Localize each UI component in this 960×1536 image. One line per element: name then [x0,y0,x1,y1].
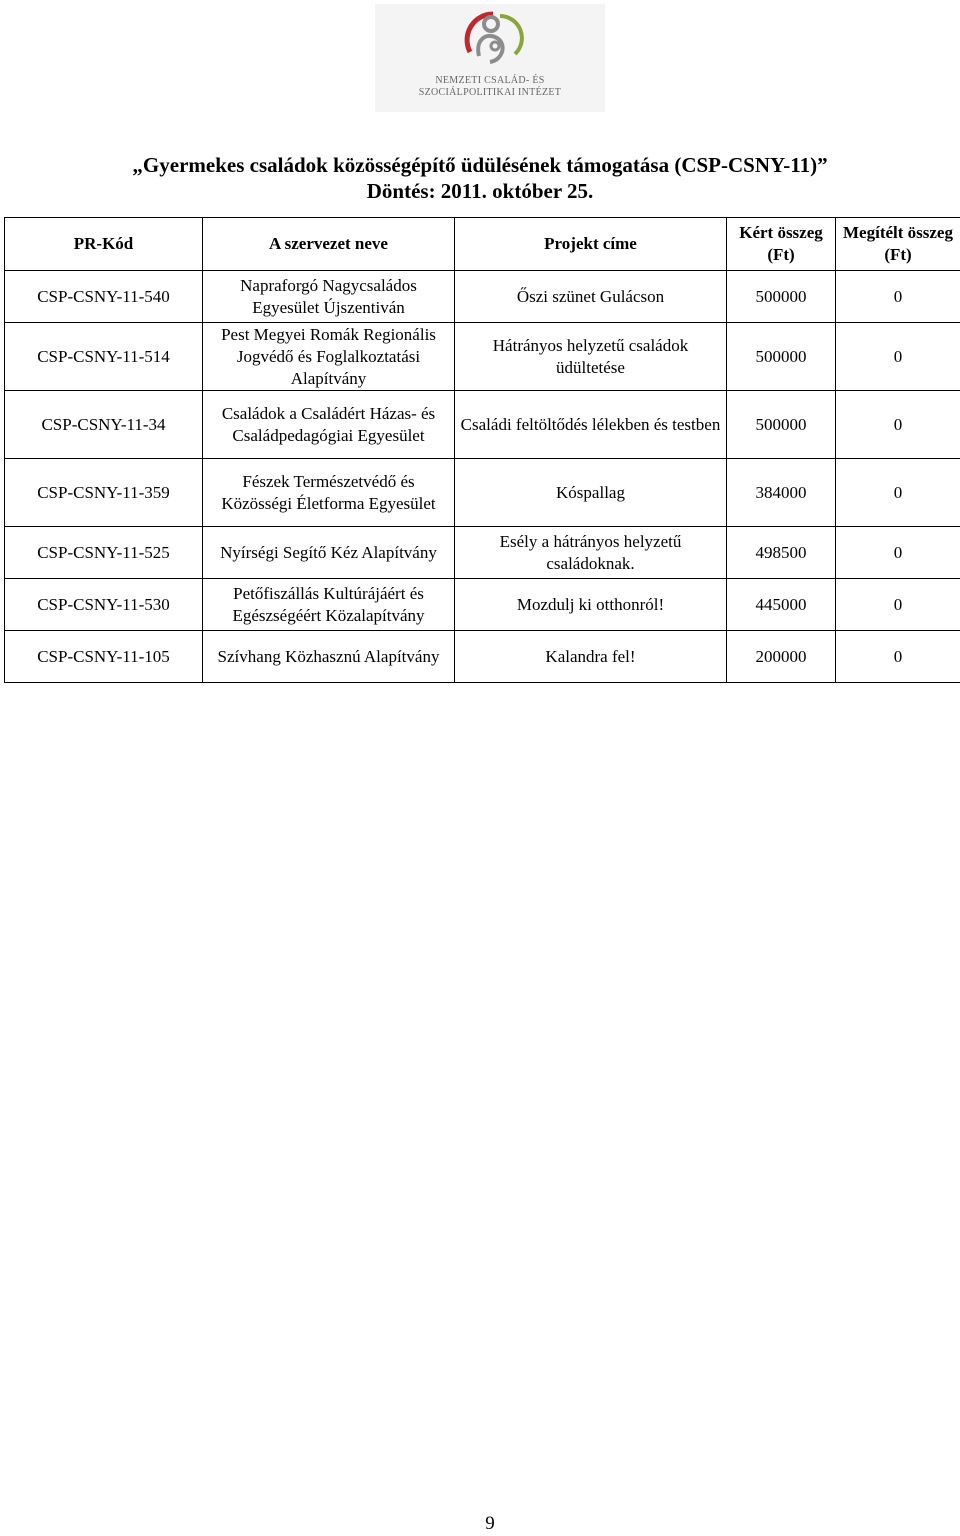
table-row [5,459,960,527]
table-row [5,391,960,459]
cell-org: Pest Megyei Romák Regionális Jogvédő és Foglalkoztatási Alapítvány [203,323,455,391]
cell-org: Nyírségi Segítő Kéz Alapítvány [203,527,455,579]
cell-requested: 500000 [727,271,836,323]
header-requested: Kért összeg (Ft) [727,218,836,271]
cell-requested: 500000 [727,323,836,391]
cell-org: Fészek Természetvédő és Közösségi Életforma Egyesület [203,459,455,527]
cell-project: Kalandra fel! [455,631,727,683]
cell-granted: 0 [836,271,960,323]
header-org: A szervezet neve [203,218,455,271]
cell-project: Mozdulj ki otthonról! [455,579,727,631]
header-code: PR-Kód [5,218,203,271]
cell-granted: 0 [836,323,960,391]
cell-code: CSP-CSNY-11-105 [5,631,203,683]
document-title: „Gyermekes családok közösségépítő üdülésének támogatása (CSP-CSNY-11)” [132,153,828,177]
cell-granted: 0 [836,391,960,459]
table-row [5,323,960,391]
cell-granted: 0 [836,631,960,683]
table-row [5,579,960,631]
cell-requested: 500000 [727,391,836,459]
header-granted: Megítélt összeg (Ft) [836,218,960,271]
cell-project: Családi feltöltődés lélekben és testben [455,391,727,459]
cell-project: Esély a hátrányos helyzetű családoknak. [455,527,727,579]
table-row [5,527,960,579]
grants-table [4,217,960,683]
cell-granted: 0 [836,579,960,631]
header-project: Projekt címe [455,218,727,271]
institute-logo [375,4,605,112]
cell-org: Családok a Családért Házas- és Családpedagógiai Egyesület [203,391,455,459]
cell-code: CSP-CSNY-11-34 [5,391,203,459]
decision-date: Döntés: 2011. október 25. [366,179,594,203]
table-header-row [5,218,960,271]
family-logo-icon [375,4,605,74]
cell-requested: 445000 [727,579,836,631]
cell-org: Szívhang Közhasznú Alapítvány [203,631,455,683]
cell-code: CSP-CSNY-11-359 [5,459,203,527]
cell-project: Kóspallag [455,459,727,527]
table-row [5,631,960,683]
cell-granted: 0 [836,459,960,527]
cell-code: CSP-CSNY-11-530 [5,579,203,631]
logo-text-line2: SZOCIÁLPOLITIKAI INTÉZET [418,87,562,98]
table-row [5,271,960,323]
cell-code: CSP-CSNY-11-540 [5,271,203,323]
page-number: 9 [485,1513,495,1534]
cell-granted: 0 [836,527,960,579]
cell-code: CSP-CSNY-11-514 [5,323,203,391]
cell-org: Petőfiszállás Kultúrájáért és Egészségéért Közalapítvány [203,579,455,631]
cell-code: CSP-CSNY-11-525 [5,527,203,579]
logo-text-line1: NEMZETI CSALÁD- ÉS [435,75,545,86]
cell-requested: 384000 [727,459,836,527]
cell-requested: 200000 [727,631,836,683]
cell-requested: 498500 [727,527,836,579]
cell-org: Napraforgó Nagycsaládos Egyesület Újszentiván [203,271,455,323]
cell-project: Őszi szünet Gulácson [455,271,727,323]
cell-project: Hátrányos helyzetű családok üdültetése [455,323,727,391]
